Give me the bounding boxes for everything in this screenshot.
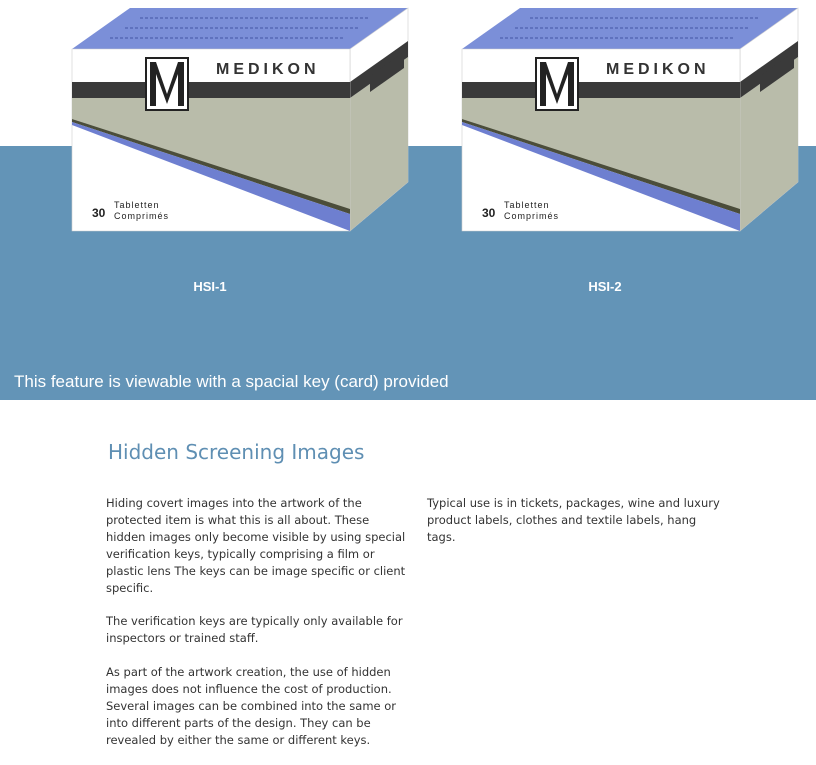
unit-label-fr: Comprimés xyxy=(504,211,560,221)
paragraph: Typical use is in tickets, packages, wine and luxury product labels, clothes and textile labels, hang tags. xyxy=(427,496,720,544)
unit-label-de: Tabletten xyxy=(114,200,160,210)
tablet-count: 30 xyxy=(92,206,106,220)
product-box-hsi-1 xyxy=(70,4,410,236)
caption-hsi-1: HSI-1 xyxy=(193,279,227,294)
right-text-column xyxy=(427,495,727,563)
paragraph: As part of the artwork creation, the use of hidden images does not influence the cost of production. Several images can be combined into the same or into different parts of the design. They can be revealed by either the same or different keys. xyxy=(106,665,397,747)
product-box-hsi-2 xyxy=(460,4,800,236)
viewing-notice: This feature is viewable with a spacial key (card) provided xyxy=(14,372,449,391)
caption-hsi-2: HSI-2 xyxy=(588,279,622,294)
tablet-count: 30 xyxy=(482,206,496,220)
unit-label-fr: Comprimés xyxy=(114,211,170,221)
unit-label-de: Tabletten xyxy=(504,200,550,210)
section-heading: Hidden Screening Images xyxy=(108,440,365,464)
brand-name: MEDIKON xyxy=(216,61,320,78)
paragraph: Hiding covert images into the artwork of the protected item is what this is all about. These hidden images only become visible by using special verification keys, typically comprising a film or plastic lens The keys can be image specific or client specific. xyxy=(106,496,406,595)
paragraph: The verification keys are typically only available for inspectors or trained staff. xyxy=(106,614,403,646)
brand-name: MEDIKON xyxy=(606,61,710,78)
left-text-column xyxy=(106,495,411,765)
